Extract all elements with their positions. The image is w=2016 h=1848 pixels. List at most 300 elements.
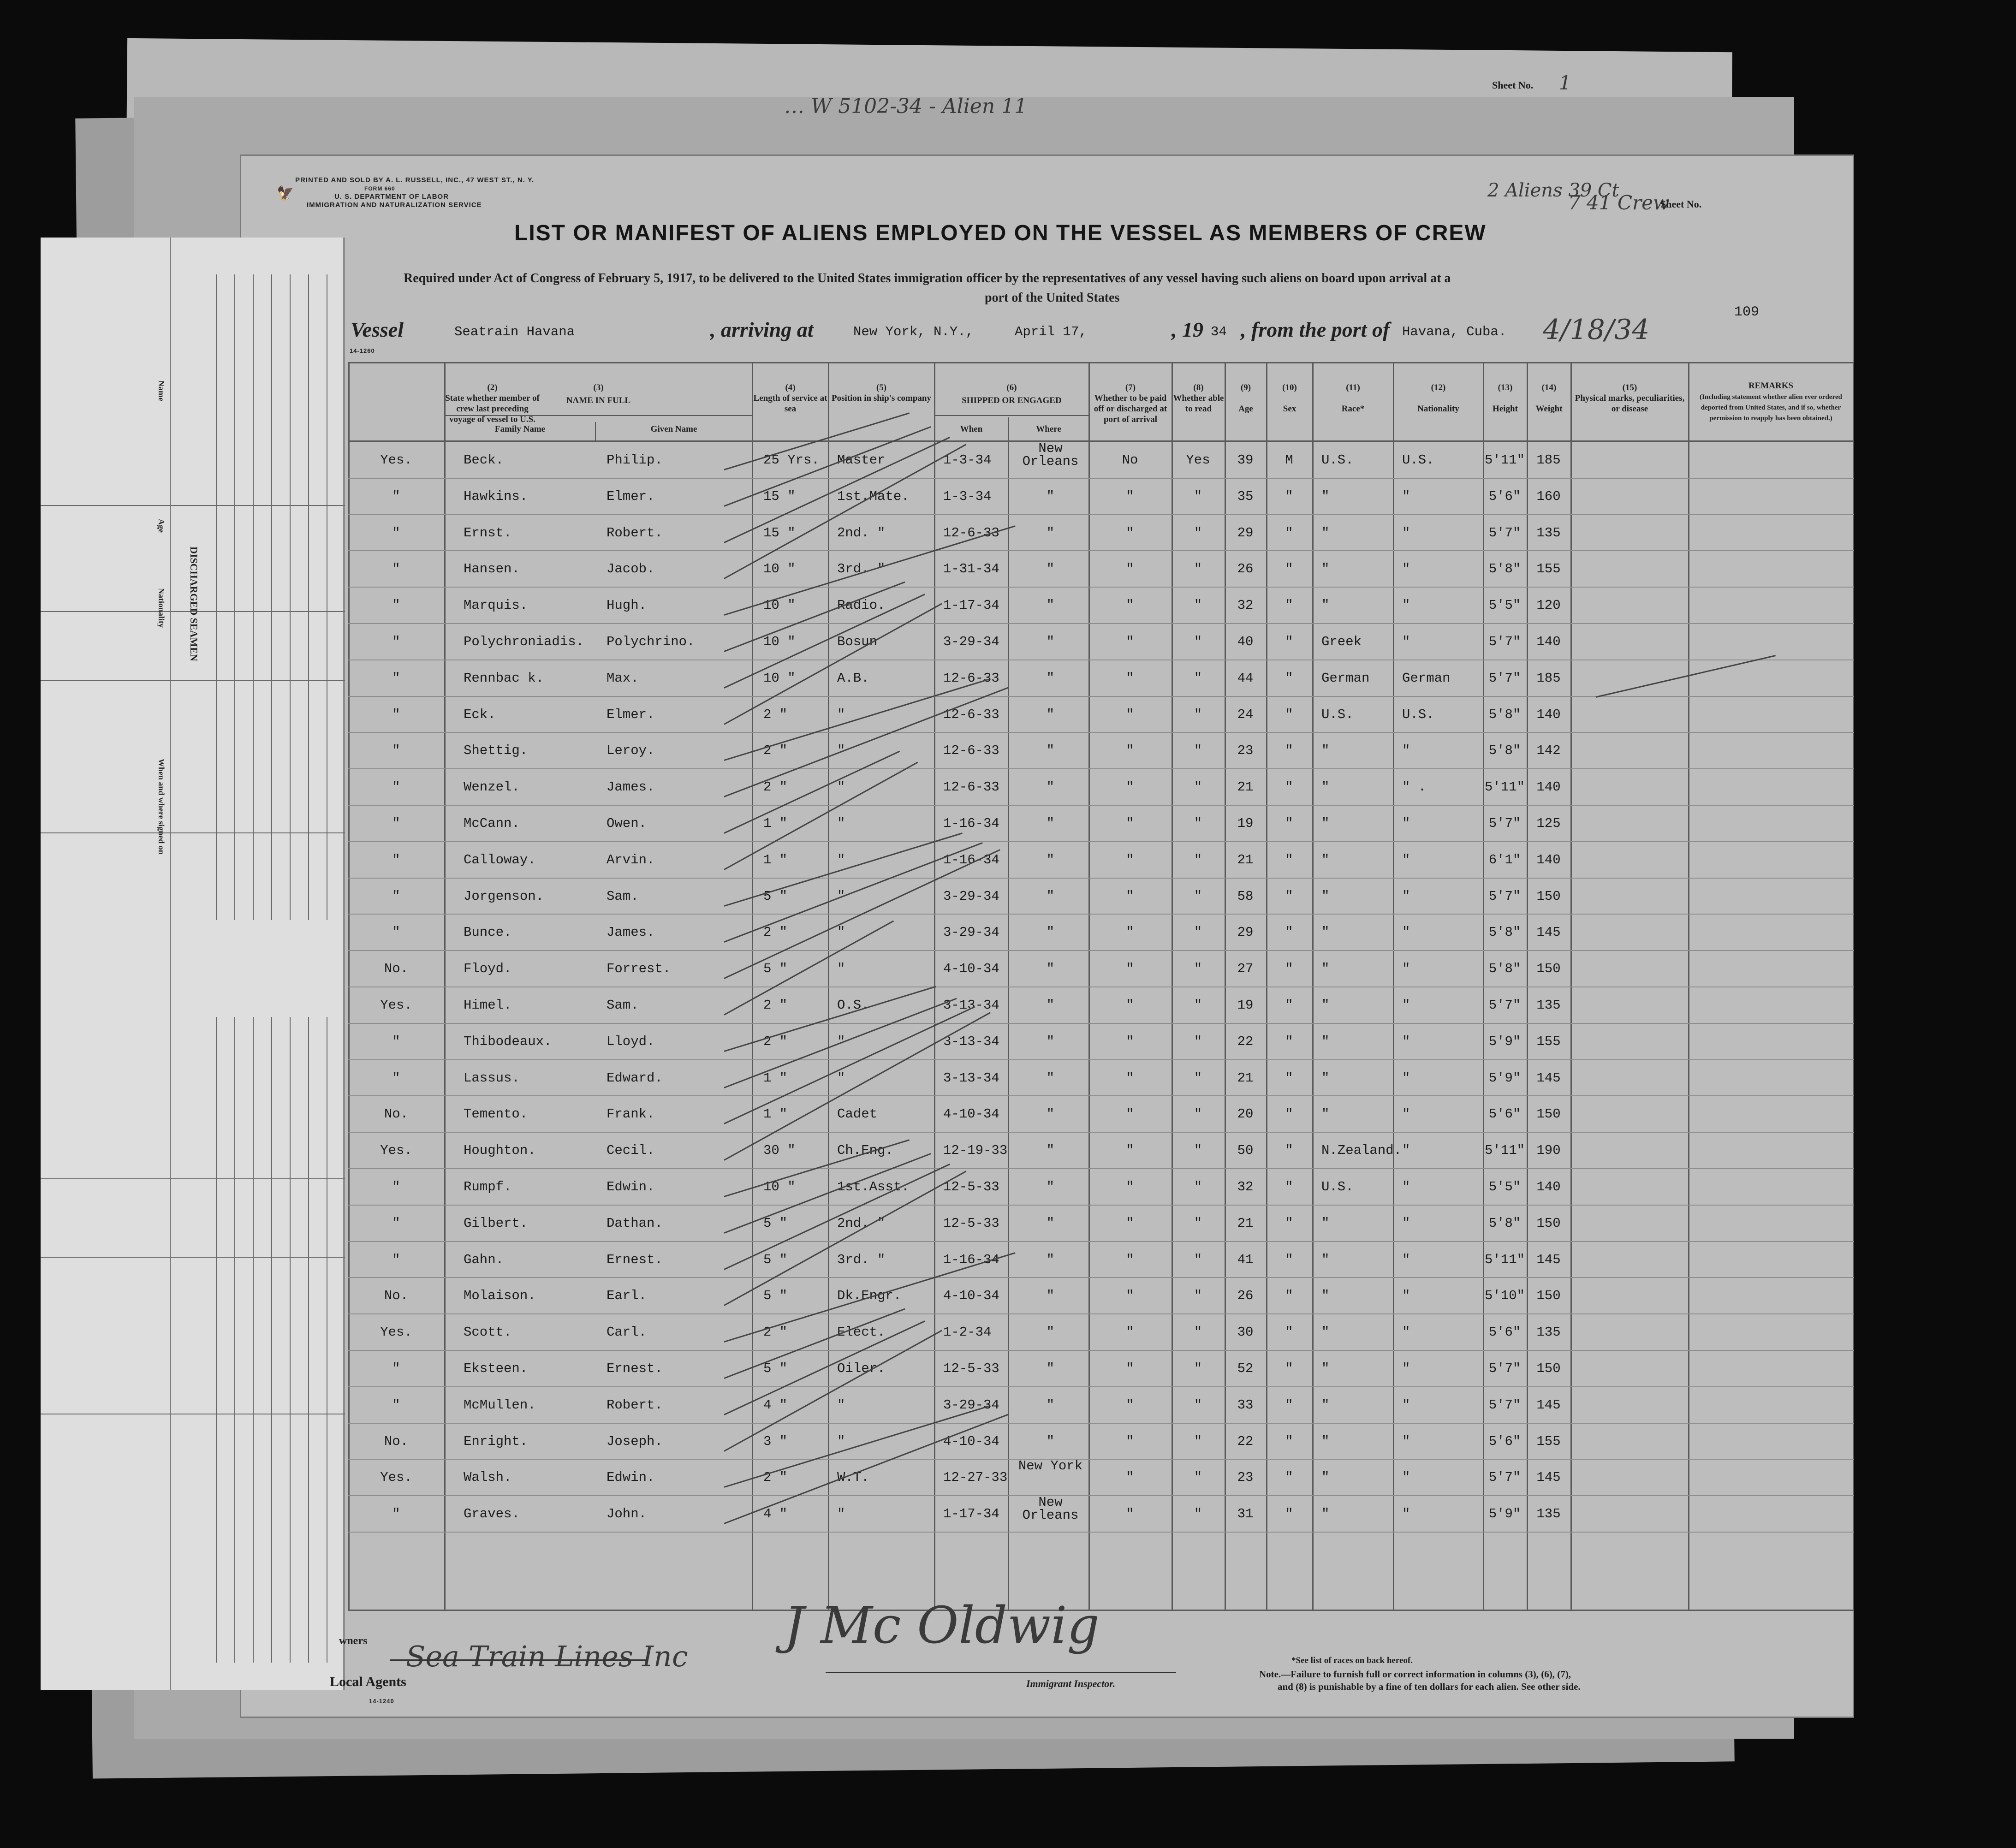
cell-sex: " [1285,1179,1293,1194]
cell-where: " [1046,816,1055,831]
cell-family: Hawkins. [464,488,528,504]
col4-header: (4) Length of service at sea [753,383,827,414]
cell-sex: " [1285,888,1293,904]
cell-prev: " [392,1070,400,1086]
cell-weight: 150 [1536,1361,1561,1376]
cell-where: New Orleans [1022,441,1079,469]
cell-prev: Yes. [380,1143,412,1159]
cell-weight: 145 [1536,1252,1561,1267]
cell-nat: " [1402,598,1410,613]
cell-given: Lloyd. [607,1034,655,1049]
cell-sex: " [1285,925,1293,940]
cell-family: Gilbert. [464,1215,528,1231]
cell-paid: " [1126,525,1134,541]
local-agents-label: Local Agents [330,1674,406,1689]
from-port-label: , from the port of [1241,318,1390,341]
cell-prev: " [392,1179,400,1194]
cell-sex: " [1285,561,1293,577]
cell-race: " [1321,488,1330,504]
cell-service: 2 " [763,1034,788,1049]
cell-position: " [837,779,845,795]
cell-age: 22 [1237,1034,1254,1049]
cell-prev: Yes. [380,1470,412,1486]
cell-read: " [1194,888,1202,904]
col3-number: (3) [593,383,604,392]
cell-position: 2nd. " [837,525,886,541]
cell-read: " [1194,743,1202,759]
cell-read: " [1194,1325,1202,1340]
cell-read: " [1194,1106,1202,1122]
cell-where: " [1046,1325,1055,1340]
col10-header: (10) Sex [1282,383,1297,414]
cell-sex: M [1285,452,1293,468]
cell-when: 12-6-33 [943,707,999,722]
cell-when: 12-6-33 [943,525,999,541]
cell-given: Sam. [607,998,639,1013]
cell-age: 26 [1237,561,1254,577]
cell-sex: " [1285,852,1293,868]
document-subtitle-2: port of the United States [985,291,1120,305]
cell-nat: " [1402,888,1410,904]
cell-paid: " [1126,488,1134,504]
cell-service: 5 " [763,1215,788,1231]
remarks-header: REMARKS (Including statement whether alien ever ordered deported from United States, and if so, whether permission to reapply has been obtained.) [1700,381,1842,422]
cell-read: " [1194,1506,1202,1522]
cell-service: 1 " [763,1070,788,1086]
cell-service: 5 " [763,888,788,904]
cell-where: " [1046,743,1055,759]
year-suffix: 34 [1211,324,1227,339]
cell-age: 52 [1237,1361,1254,1376]
handwritten-file-note: … W 5102-34 - Alien 11 [784,95,1028,118]
cell-when: 3-13-34 [943,1034,999,1049]
cell-weight: 190 [1536,1143,1561,1159]
cell-paid: " [1126,561,1134,577]
cell-age: 35 [1237,488,1254,504]
cell-race: " [1321,779,1330,795]
cell-position: " [837,816,845,831]
cell-service: 2 " [763,743,788,759]
cell-height: 5'9" [1488,1034,1521,1049]
cell-prev: " [392,561,400,577]
cell-race: " [1321,852,1330,868]
cell-read: " [1194,525,1202,541]
cell-age: 21 [1237,779,1254,795]
cell-given: Max. [607,670,639,686]
cell-where: " [1046,998,1055,1013]
cell-paid: " [1126,1325,1134,1340]
inspector-signature-line [826,1672,1176,1673]
vessel-name: Seatrain Havana [454,324,575,339]
cell-prev: " [392,598,400,613]
cell-given: Edwin. [607,1179,655,1194]
cell-prev: " [392,852,400,868]
cell-weight: 150 [1536,888,1561,904]
cell-service: 1 " [763,852,788,868]
cell-position: 1st.Mate. [837,488,910,504]
cell-position: " [837,743,845,759]
cell-height: 5'7" [1488,1397,1521,1413]
cell-when: 1-31-34 [943,561,999,577]
cell-paid: " [1126,1179,1134,1194]
cell-sex: " [1285,961,1293,977]
cell-family: Polychroniadis. [464,634,584,649]
cell-position: " [837,1397,845,1413]
cell-read: " [1194,670,1202,686]
cell-when: 3-29-34 [943,634,999,649]
handwritten-crew-note: 7 41 Crew [1568,191,1670,214]
handwritten-count-note: 2 Aliens 39 Ct [1487,180,1619,201]
cell-family: Walsh. [464,1470,512,1486]
cell-sex: " [1285,707,1293,722]
inspector-label: Immigrant Inspector. [1026,1678,1116,1689]
cell-sex: " [1285,1325,1293,1340]
cell-nat: " [1402,961,1410,977]
cell-when: 1-17-34 [943,598,999,613]
cell-sex: " [1285,1470,1293,1486]
cell-read: " [1194,1288,1202,1304]
cell-weight: 135 [1536,998,1561,1013]
cell-sex: " [1285,1143,1293,1159]
cell-race: " [1321,1325,1330,1340]
cell-nat: " [1402,1143,1410,1159]
cell-prev: Yes. [380,452,412,468]
cell-paid: " [1126,634,1134,649]
col5-header: (5) Position in ship's company [832,383,931,403]
cell-age: 33 [1237,1397,1254,1413]
cell-given: Leroy. [607,743,655,759]
cell-position: A.B. [837,670,869,686]
cell-prev: No. [384,1433,409,1449]
cell-nat: " [1402,1070,1410,1086]
cell-nat: " [1402,1361,1410,1376]
cell-height: 5'9" [1488,1506,1521,1522]
cell-paid: " [1126,1506,1134,1522]
cell-read: " [1194,961,1202,977]
cell-weight: 145 [1536,925,1561,940]
cell-age: 19 [1237,816,1254,831]
cell-position: Dk.Engr. [837,1288,902,1304]
cell-read: " [1194,1470,1202,1486]
cell-position: " [837,707,845,722]
cell-nat: " [1402,1034,1410,1049]
cell-read: " [1194,1070,1202,1086]
cell-when: 12-27-33 [943,1470,1008,1486]
cell-race: " [1321,525,1330,541]
cell-height: 5'11" [1484,452,1525,468]
sheet-no-label-top: Sheet No. [1492,79,1534,91]
cell-family: Calloway. [464,852,536,868]
cell-weight: 185 [1536,452,1561,468]
cell-race: " [1321,1070,1330,1086]
cell-given: Dathan. [607,1215,663,1231]
cell-when: 1-16-34 [943,1252,999,1267]
cell-age: 27 [1237,961,1254,977]
cell-service: 10 " [763,634,796,649]
cell-read: " [1194,925,1202,940]
cell-prev: " [392,888,400,904]
cell-nat: " [1402,1106,1410,1122]
cell-position: " [837,1506,845,1522]
cell-prev: " [392,707,400,722]
cell-sex: " [1285,598,1293,613]
cell-nat: " [1402,634,1410,649]
cell-service: 10 " [763,1179,796,1194]
cell-read: " [1194,998,1202,1013]
cell-position: " [837,925,845,940]
cell-age: 32 [1237,1179,1254,1194]
cell-weight: 140 [1536,634,1561,649]
cell-race: U.S. [1321,1179,1354,1194]
cell-family: Temento. [464,1106,528,1122]
col7-header: (7) Whether to be paid off or discharged at port of arrival [1094,383,1167,424]
cell-nat: U.S. [1402,452,1434,468]
cell-family: Bunce. [464,925,512,940]
cell-when: 4-10-34 [943,1433,999,1449]
cell-age: 39 [1237,452,1254,468]
cell-prev: " [392,1034,400,1049]
cell-sex: " [1285,525,1293,541]
printer-line: PRINTED AND SOLD BY A. L. RUSSELL, INC., 47 WEST ST., N. Y. [295,176,535,184]
family-name-header: Family Name [494,424,546,434]
cell-height: 5'6" [1488,1325,1521,1340]
footer-form-code: 14-1240 [369,1698,394,1705]
cell-service: 15 " [763,525,796,541]
cell-service: 2 " [763,707,788,722]
cell-weight: 145 [1536,1470,1561,1486]
cell-age: 20 [1237,1106,1254,1122]
cell-sex: " [1285,816,1293,831]
cell-height: 5'7" [1488,998,1521,1013]
cell-where: " [1046,1288,1055,1304]
cell-weight: 142 [1536,743,1561,759]
cell-weight: 150 [1536,961,1561,977]
cell-age: 58 [1237,888,1254,904]
cell-given: Ernest. [607,1361,663,1376]
cell-weight: 160 [1536,488,1561,504]
cell-service: 25 Yrs. [763,452,820,468]
cell-where: " [1046,1252,1055,1267]
cell-nat: German [1402,670,1451,686]
cell-sex: " [1285,1215,1293,1231]
cell-service: 10 " [763,598,796,613]
cell-age: 26 [1237,1288,1254,1304]
cell-family: Eck. [464,707,496,722]
cell-family: Beck. [464,452,504,468]
cell-given: John. [607,1506,647,1522]
cell-prev: " [392,634,400,649]
cell-sex: " [1285,1397,1293,1413]
cell-service: 1 " [763,1106,788,1122]
strip-label-when-where: When and where signed on [157,759,166,855]
arrival-port: New York, N.Y., [853,324,974,339]
cell-where: " [1046,1070,1055,1086]
cell-nat: " [1402,488,1410,504]
crew-manifest-table [348,362,1854,1610]
cell-service: 2 " [763,1470,788,1486]
cell-when: 12-5-33 [943,1215,999,1231]
cell-where: " [1046,925,1055,940]
cell-family: Hansen. [464,561,520,577]
cell-position: " [837,1070,845,1086]
cell-read: " [1194,852,1202,868]
cell-where: " [1046,961,1055,977]
cell-race: U.S. [1321,452,1354,468]
cell-given: Joseph. [607,1433,663,1449]
cell-family: Scott. [464,1325,512,1340]
cell-family: Houghton. [464,1143,536,1159]
cell-position: Bosun [837,634,878,649]
cell-given: Carl. [607,1325,647,1340]
cell-where: " [1046,1215,1055,1231]
cell-paid: " [1126,1034,1134,1049]
cell-race: " [1321,1470,1330,1486]
cell-paid: No [1122,452,1138,468]
cell-where: " [1046,707,1055,722]
cell-read: " [1194,1252,1202,1267]
cell-age: 21 [1237,852,1254,868]
col6-header: SHIPPED OR ENGAGED [962,396,1062,405]
cell-read: " [1194,598,1202,613]
cell-paid: " [1126,998,1134,1013]
col15-header: (15) Physical marks, peculiarities, or disease [1575,383,1685,414]
cell-weight: 155 [1536,1034,1561,1049]
cell-given: James. [607,779,655,795]
cell-where: " [1046,598,1055,613]
cell-service: 3 " [763,1433,788,1449]
cell-position: " [837,1433,845,1449]
cell-given: Polychrino. [607,634,695,649]
cell-weight: 135 [1536,1506,1561,1522]
strip-label-name: Name [157,380,166,401]
cell-prev: Yes. [380,1325,412,1340]
cell-age: 21 [1237,1215,1254,1231]
cell-given: Earl. [607,1288,647,1304]
cell-height: 5'7" [1488,816,1521,831]
cell-when: 3-29-34 [943,925,999,940]
cell-nat: " [1402,1179,1410,1194]
cell-service: 2 " [763,1325,788,1340]
document-subtitle-1: Required under Act of Congress of February 5, 1917, to be delivered to the United States immigration officer by the representatives of any vessel having such aliens on board upon arrival at a [404,271,1451,285]
cell-nat: " [1402,852,1410,868]
cell-read: " [1194,1179,1202,1194]
cell-when: 12-19-33 [943,1143,1008,1159]
cell-height: 5'5" [1488,1179,1521,1194]
cell-paid: " [1126,1470,1134,1486]
cell-family: Floyd. [464,961,512,977]
sheet-no-label-main: Sheet No. [1660,198,1702,210]
from-port: Havana, Cuba. [1402,324,1507,339]
cell-height: 5'7" [1488,525,1521,541]
cell-race: " [1321,1252,1330,1267]
cell-when: 4-10-34 [943,1288,999,1304]
cell-weight: 150 [1536,1215,1561,1231]
cell-paid: " [1126,1361,1134,1376]
cell-weight: 155 [1536,1433,1561,1449]
cell-nat: " [1402,1470,1410,1486]
cell-race: " [1321,1361,1330,1376]
cell-service: 2 " [763,779,788,795]
cell-when: 12-6-33 [943,779,999,795]
cell-race: " [1321,998,1330,1013]
arrival-date: April 17, [1015,324,1087,339]
cell-given: Sam. [607,888,639,904]
cell-service: 4 " [763,1397,788,1413]
cell-prev: " [392,1215,400,1231]
cell-height: 5'8" [1488,925,1521,940]
when-header: When [960,424,983,434]
cell-where: " [1046,1106,1055,1122]
cell-family: Graves. [464,1506,520,1522]
cell-race: " [1321,1397,1330,1413]
cell-nat: " [1402,1433,1410,1449]
cell-weight: 150 [1536,1106,1561,1122]
cell-read: " [1194,1361,1202,1376]
cell-sex: " [1285,1361,1293,1376]
cell-family: Gahn. [464,1252,504,1267]
cell-given: Cecil. [607,1143,655,1159]
form-code: 14-1260 [350,347,375,354]
col6-number: (6) [1006,383,1017,392]
cell-nat: " [1402,998,1410,1013]
cell-nat: " [1402,525,1410,541]
cell-paid: " [1126,1288,1134,1304]
cell-age: 29 [1237,925,1254,940]
cell-prev: " [392,743,400,759]
sheet-no-value-top: 1 [1559,71,1571,94]
arriving-label: , arriving at [710,318,814,341]
cell-nat: " [1402,1506,1410,1522]
cell-read: " [1194,707,1202,722]
cell-paid: " [1126,1143,1134,1159]
handwritten-date-note: 4/18/34 [1543,314,1650,346]
cell-sex: " [1285,743,1293,759]
cell-height: 5'7" [1488,1470,1521,1486]
cell-height: 5'7" [1488,634,1521,649]
col11-header: (11) Race* [1341,383,1365,414]
cell-read: " [1194,634,1202,649]
cell-weight: 145 [1536,1070,1561,1086]
cell-service: 4 " [763,1506,788,1522]
cell-when: 1-16-34 [943,852,999,868]
cell-age: 44 [1237,670,1254,686]
cell-service: 5 " [763,961,788,977]
cell-weight: 140 [1536,707,1561,722]
cell-position: " [837,1034,845,1049]
cell-given: Edwin. [607,1470,655,1486]
cell-where: " [1046,888,1055,904]
year-prefix: , 19 [1172,318,1203,341]
cell-given: Elmer. [607,707,655,722]
cell-nat: " [1402,1397,1410,1413]
owners-label: wners [339,1635,368,1647]
cell-weight: 140 [1536,852,1561,868]
cell-given: James. [607,925,655,940]
cell-family: Shettig. [464,743,528,759]
cell-when: 3-13-34 [943,1070,999,1086]
cell-race: " [1321,816,1330,831]
cell-paid: " [1126,888,1134,904]
cell-position: " [837,888,845,904]
cell-service: 5 " [763,1252,788,1267]
cell-weight: 150 [1536,1288,1561,1304]
eagle-icon: 🦅 [277,186,294,201]
cell-prev: " [392,670,400,686]
cell-when: 1-17-34 [943,1506,999,1522]
cell-nat: " [1402,561,1410,577]
strip-label-age: Age [157,519,166,533]
cell-nat: " . [1402,779,1427,795]
